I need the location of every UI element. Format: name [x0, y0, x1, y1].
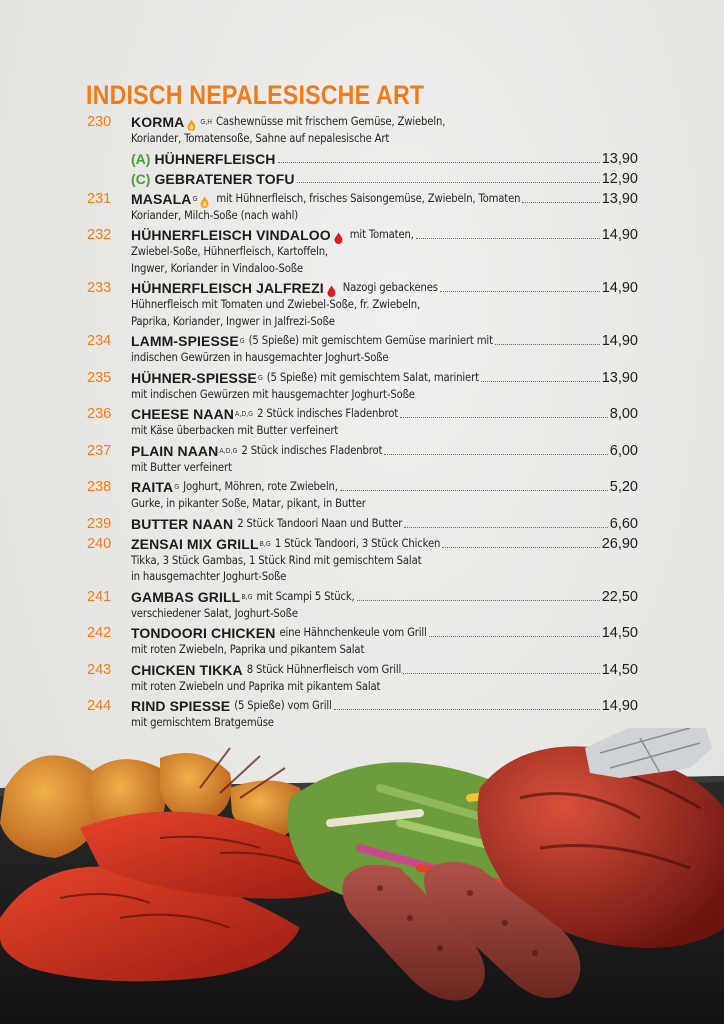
variant-code: (C) — [131, 170, 151, 187]
item-description-continued: mit indischen Gewürzen mit hausgemachter Joghurt-Soße — [131, 387, 415, 401]
menu-item — [0, 535, 724, 586]
item-description-continued: indischen Gewürzen in hausgemachter Joghurt-Soße — [131, 351, 389, 364]
item-price: 14,50 — [601, 625, 638, 641]
item-price: 14,90 — [601, 333, 638, 349]
item-number: 244 — [87, 698, 112, 714]
item-price: 6,00 — [609, 442, 638, 459]
item-name: HÜHNER-SPIESSE — [131, 369, 257, 386]
item-price: 22,50 — [601, 588, 638, 605]
item-name: LAMM-SPIESSE — [131, 333, 239, 349]
dot-leader — [416, 238, 600, 239]
menu-item — [0, 113, 724, 148]
item-description-continued: Paprika, Koriander, Ingwer in Jalfrezi-Soße — [131, 314, 335, 328]
menu-item — [0, 588, 724, 623]
item-number: 238 — [87, 479, 112, 495]
flame-mild-icon — [200, 196, 209, 208]
item-price: 13,90 — [601, 150, 638, 167]
item-number: 239 — [87, 515, 112, 532]
item-number: 234 — [87, 333, 112, 349]
menu-item — [0, 190, 724, 225]
item-description: 2 Stück indisches Fladenbrot — [257, 407, 398, 420]
item-price: 26,90 — [601, 535, 638, 552]
food-platter-photo — [0, 728, 724, 1024]
item-price: 14,90 — [601, 698, 638, 714]
item-price: 14,90 — [601, 280, 638, 296]
item-description-continued: Koriander, Tomatensoße, Sahne auf nepalesische Art — [131, 132, 390, 145]
item-name: PLAIN NAAN — [131, 442, 219, 459]
menu-item — [0, 442, 724, 477]
item-price: 6,60 — [609, 515, 638, 532]
item-number: 236 — [87, 406, 112, 422]
dot-leader — [481, 381, 600, 382]
item-description: mit Hühnerfleisch, frisches Saisongemüse, Zwiebeln, Tomaten — [216, 191, 521, 205]
item-price: 13,90 — [601, 369, 638, 386]
item-name: TONDOORI CHICKEN — [131, 625, 276, 641]
item-description: Cashewnüsse mit frischem Gemüse, Zwiebeln, — [216, 115, 446, 128]
item-number: 237 — [87, 442, 112, 459]
item-price: 8,00 — [609, 406, 638, 422]
item-number: 235 — [87, 369, 112, 386]
allergen-codes: G — [174, 483, 180, 491]
menu-variant — [0, 150, 724, 168]
item-price: 13,90 — [601, 190, 638, 207]
item-price: 14,50 — [601, 661, 638, 678]
item-name: GEBRATENER TOFU — [154, 170, 295, 187]
item-description: mit Tomaten, — [349, 228, 414, 241]
allergen-codes: G — [192, 194, 198, 203]
dot-leader — [278, 162, 600, 163]
item-description-continued: mit gemischtem Bratgemüse — [131, 716, 274, 729]
allergen-codes: G,H — [200, 118, 213, 126]
chili-hot-icon — [327, 285, 336, 297]
item-description: (5 Spieße) mit gemischtem Salat, mariniert — [266, 370, 479, 384]
dot-leader — [495, 344, 600, 345]
item-description: eine Hähnchenkeule vom Grill — [279, 626, 427, 639]
menu-item — [0, 697, 724, 732]
dot-leader — [400, 417, 608, 418]
menu-list — [0, 113, 724, 734]
dot-leader — [297, 182, 600, 183]
item-description-continued: verschiedener Salat, Joghurt-Soße — [131, 606, 298, 620]
dot-leader — [440, 291, 600, 292]
item-price: 5,20 — [609, 479, 638, 495]
item-description-continued: mit Butter verfeinert — [131, 460, 232, 474]
dot-leader — [357, 600, 600, 601]
item-number: 233 — [87, 280, 112, 296]
dot-leader — [334, 709, 600, 710]
item-description-continued: Hühnerfleisch mit Tomaten und Zwiebel-Soße, fr. Zwiebeln, — [131, 298, 421, 311]
item-description-continued: Gurke, in pikanter Soße, Matar, pikant, in Butter — [131, 497, 366, 510]
item-name: HÜHNERFLEISCH JALFREZI — [131, 280, 324, 296]
item-description-continued: mit roten Zwiebeln und Paprika mit pikantem Salat — [131, 679, 381, 693]
item-description: 8 Stück Hühnerfleisch vom Grill — [246, 662, 402, 676]
allergen-codes: B,G — [259, 539, 271, 548]
item-price: 12,90 — [601, 170, 638, 187]
item-description: Nazogi gebackenes — [342, 281, 438, 294]
item-description: 2 Stück Tandoori Naan und Butter — [237, 516, 403, 530]
item-description: 1 Stück Tandoori, 3 Stück Chicken — [274, 536, 441, 550]
allergen-codes: B,G — [241, 592, 253, 601]
item-description-continued: Zwiebel-Soße, Hühnerfleisch, Kartoffeln, — [131, 245, 328, 258]
item-name: MASALA — [131, 190, 192, 207]
allergen-codes: A,D,G — [235, 410, 254, 418]
item-name: GAMBAS GRILL — [131, 588, 241, 605]
item-description-continued: Tikka, 3 Stück Gambas, 1 Stück Rind mit gemischtem Salat — [131, 553, 422, 567]
menu-item — [0, 478, 724, 513]
item-description-continued: Ingwer, Koriander in Vindaloo-Soße — [131, 261, 303, 275]
allergen-codes: G — [257, 373, 263, 382]
item-description: (5 Spieße) mit gemischtem Gemüse mariniert mit — [248, 334, 493, 347]
menu-item — [0, 332, 724, 367]
dot-leader — [522, 202, 599, 203]
menu-item — [0, 661, 724, 696]
item-price: 14,90 — [601, 227, 638, 243]
item-description-continued: in hausgemachter Joghurt-Soße — [131, 570, 287, 583]
dot-leader — [384, 454, 607, 455]
menu-section-title: INDISCH NEPALESISCHE ART — [86, 80, 425, 110]
item-description-continued: Koriander, Milch-Soße (nach wahl) — [131, 208, 299, 222]
menu-item — [0, 369, 724, 404]
menu-variant — [0, 170, 724, 188]
item-number: 240 — [87, 535, 112, 552]
menu-item — [0, 226, 724, 277]
dot-leader — [404, 527, 608, 528]
item-name: KORMA — [131, 114, 185, 130]
item-name: HÜHNERFLEISCH — [154, 150, 276, 167]
item-name: HÜHNERFLEISCH VINDALOO — [131, 227, 331, 243]
item-number: 241 — [87, 588, 112, 605]
variant-code: (A) — [131, 150, 151, 167]
dot-leader — [340, 490, 608, 491]
item-description-continued: mit Käse überbacken mit Butter verfeinert — [131, 424, 339, 437]
menu-item — [0, 515, 724, 533]
item-name: RIND SPIESSE — [131, 698, 231, 714]
dot-leader — [442, 547, 599, 548]
menu-item — [0, 624, 724, 659]
dot-leader — [429, 636, 600, 637]
chili-hot-icon — [334, 232, 343, 244]
item-name: ZENSAI MIX GRILL — [131, 535, 259, 552]
allergen-codes: G — [239, 337, 245, 345]
item-description-continued: mit roten Zwiebeln, Paprika und pikantem Salat — [131, 643, 365, 656]
menu-item — [0, 279, 724, 330]
allergen-codes: A,D,G — [219, 446, 238, 455]
item-name: CHEESE NAAN — [131, 406, 235, 422]
item-number: 232 — [87, 227, 112, 243]
item-description: Joghurt, Möhren, rote Zwiebeln, — [183, 480, 338, 493]
item-name: BUTTER NAAN — [131, 515, 234, 532]
dot-leader — [403, 673, 600, 674]
item-name: CHICKEN TIKKA — [131, 661, 243, 678]
item-description: 2 Stück indisches Fladenbrot — [241, 443, 383, 457]
item-description: mit Scampi 5 Stück, — [256, 589, 355, 603]
item-number: 231 — [87, 190, 112, 207]
item-number: 230 — [87, 114, 112, 130]
flame-mild-icon — [187, 119, 196, 131]
item-name: RAITA — [131, 479, 174, 495]
item-number: 243 — [87, 661, 112, 678]
item-number: 242 — [87, 625, 112, 641]
item-description: (5 Spieße) vom Grill — [234, 699, 332, 712]
menu-item — [0, 405, 724, 440]
